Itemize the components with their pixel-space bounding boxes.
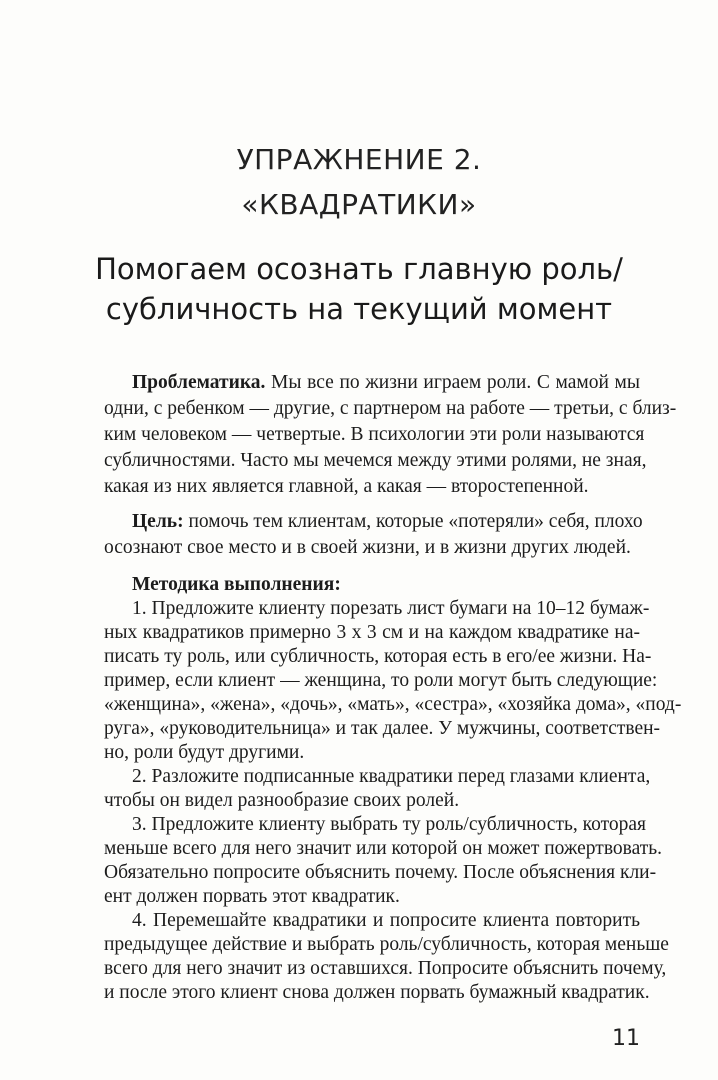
text-line: 2. Разложите подписанные квадратики перед глазами клиента,	[132, 766, 651, 787]
exercise-name: «КВАДРАТИКИ»	[241, 188, 477, 221]
text-line: 4. Перемешайте квадратики и попросите клиента повторить	[132, 910, 640, 931]
text-line: ким человеком — четвертые. В психологии эти роли называются	[104, 424, 645, 445]
text-line: 1. Предложите клиенту порезать лист бумаги на 10–12 бумаж-	[132, 598, 650, 619]
problem-label: Проблематика.	[132, 372, 266, 393]
text-line: предыдущее действие и выбрать роль/субличность, которая меньше	[104, 934, 669, 955]
text-line: пример, если клиент — женщина, то роли могут быть следующие:	[104, 670, 658, 691]
text-line: всего для него значит из оставшихся. Попросите объяснить почему,	[104, 958, 667, 979]
method-label: Методика выполнения:	[132, 574, 341, 595]
text-line: чтобы он видел разнообразие своих ролей.	[104, 790, 460, 811]
text-line: какая из них является главной, а какая — второстепенной.	[104, 476, 589, 497]
text-line: ных квадратиков примерно 3 х 3 см и на каждом квадратике на-	[104, 622, 640, 643]
text-line: но, роли будут другими.	[104, 742, 305, 763]
goal-paragraph	[104, 509, 643, 561]
text-line: ент должен порвать этот квадратик.	[104, 886, 400, 907]
goal-label: Цель:	[132, 511, 184, 532]
text-line: одни, с ребенком — другие, с партнером на работе — третьи, с близ-	[104, 398, 677, 419]
text-line: «женщина», «жена», «дочь», «мать», «сестра», «хозяйка дома», «под-	[104, 694, 682, 715]
text-line: осознают свое место и в своей жизни, и в жизни других людей.	[104, 537, 631, 558]
exercise-title: УПРАЖНЕНИЕ 2.	[236, 143, 482, 176]
text-line: писать ту роль, или субличность, которая есть в его/ее жизни. На-	[104, 646, 652, 667]
text-line: 3. Предложите клиенту выбрать ту роль/субличность, которая	[132, 814, 646, 835]
text-line: Обязательно попросите объяснить почему. После объяснения кли-	[104, 862, 657, 883]
page-number: 11	[612, 1026, 640, 1051]
subtitle-line-2: субличность на текущий момент	[105, 292, 613, 326]
method-section	[104, 573, 682, 1005]
text-line: Мы все по жизни играем роли. С мамой мы	[265, 372, 640, 393]
text-line: руга», «руководительница» и так далее. У мужчины, соответствен-	[104, 718, 661, 739]
problem-paragraph	[104, 370, 677, 500]
text-line: субличностями. Часто мы мечемся между этими ролями, не зная,	[104, 450, 647, 471]
text-line: меньше всего для него значит или которой он может пожертвовать.	[104, 838, 663, 859]
text-line: помочь тем клиентам, которые «потеряли» себя, плохо	[183, 511, 643, 532]
text-line: и после этого клиент снова должен порвать бумажный квадратик.	[104, 982, 650, 1003]
subtitle-line-1: Помогаем осознать главную роль/	[95, 252, 623, 286]
